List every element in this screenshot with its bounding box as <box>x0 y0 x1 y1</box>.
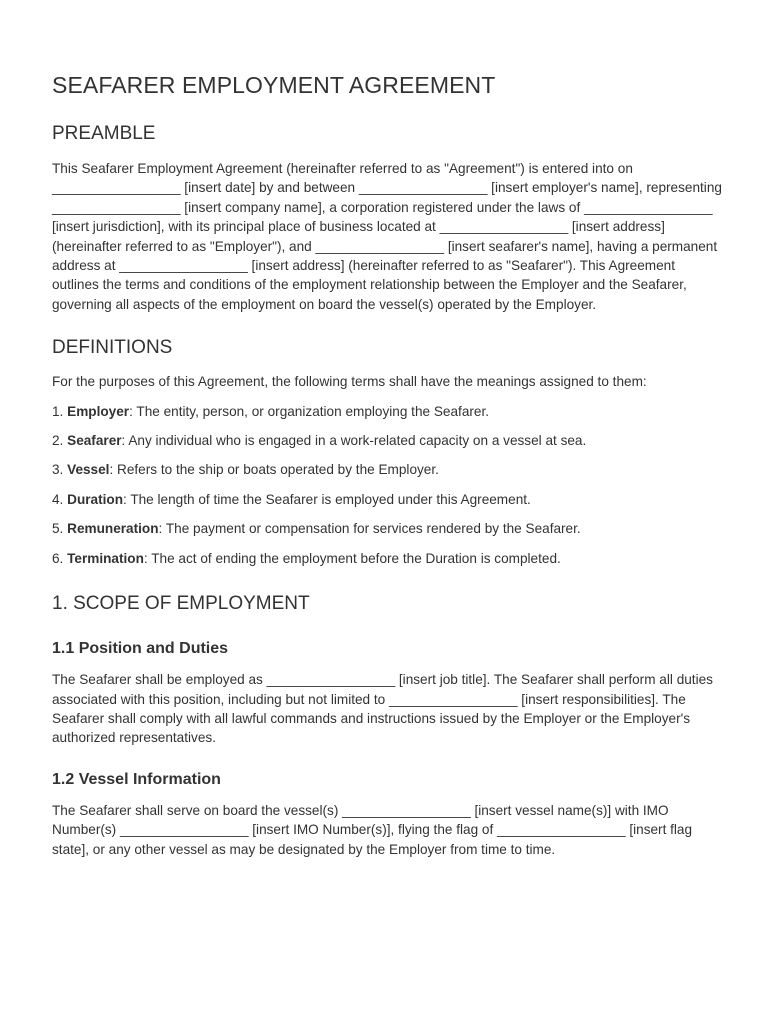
definition-text: : Refers to the ship or boats operated by the Employer. <box>109 462 439 478</box>
position-heading: 1.1 Position and Duties <box>52 640 229 658</box>
preamble-text: This Seafarer Employment Agreement (hereinafter referred to as "Agreement") is entered into on _________________ [insert date] by and between _________________ [insert employer's name], representing _________________ [insert company name], a corporation registered under the laws of _________________ [insert jurisdiction], with its principal place of business located at _________________ [insert address] (hereinafter referred to as "Employer"), and _________________ [insert seafarer's name], having a permanent address at _________________ [insert address] (hereinafter referred to as "Seafarer"). This Agreement outlines the terms and conditions of the employment relationship between the Employer and the Seafarer, governing all aspects of the employment on board the vessel(s) operated by the Employer. <box>52 161 722 312</box>
definition-item-duration <box>52 490 724 509</box>
definition-text: : The payment or compensation for services rendered by the Seafarer. <box>158 521 581 537</box>
definition-number: 5. <box>52 521 68 537</box>
agreement-page <box>52 70 724 859</box>
vessel-text: The Seafarer shall serve on board the vessel(s) _________________ [insert vessel name(s)] with IMO Number(s) _________________ [insert IMO Number(s)], flying the flag of _________________ [insert flag state], or any other vessel as may be designated by the Employer from time to time. <box>52 802 693 857</box>
position-text: The Seafarer shall be employed as _________________ [insert job title]. The Seafarer shall perform all duties associated with this position, including but not limited to _________________ [insert responsibilities]. The Seafarer shall comply with all lawful commands and instructions issued by the Employer or the Employer's authorized representatives. <box>52 672 713 746</box>
definition-item-termination <box>52 549 724 568</box>
definition-term: Termination <box>67 550 144 566</box>
document-title: SEAFARER EMPLOYMENT AGREEMENT <box>52 72 496 98</box>
definition-item-employer <box>52 402 724 421</box>
definition-number: 4. <box>52 491 68 507</box>
definitions-intro: For the purposes of this Agreement, the following terms shall have the meanings assigned to them: <box>52 374 647 390</box>
definition-number: 2. <box>52 433 68 449</box>
scope-heading: 1. SCOPE OF EMPLOYMENT <box>52 593 310 615</box>
definition-term: Duration <box>67 491 124 507</box>
definition-term: Vessel <box>67 462 110 478</box>
definition-number: 1. <box>52 403 68 419</box>
definition-term: Seafarer <box>67 433 122 449</box>
vessel-heading: 1.2 Vessel Information <box>52 770 221 788</box>
definition-item-vessel <box>52 460 724 479</box>
preamble-heading: PREAMBLE <box>52 123 156 144</box>
definition-term: Remuneration <box>67 521 159 537</box>
definitions-heading: DEFINITIONS <box>52 337 173 359</box>
definition-text: : The entity, person, or organization employing the Seafarer. <box>129 403 490 419</box>
definition-text: : The act of ending the employment before the Duration is completed. <box>143 550 561 566</box>
definition-text: : Any individual who is engaged in a work-related capacity on a vessel at sea. <box>121 433 587 449</box>
definition-item-remuneration <box>52 519 724 538</box>
definition-term: Employer <box>67 403 130 419</box>
definition-text: : The length of time the Seafarer is employed under this Agreement. <box>123 491 531 507</box>
definition-number: 6. <box>52 550 68 566</box>
definition-item-seafarer <box>52 431 724 450</box>
definitions-list <box>52 402 724 568</box>
definition-number: 3. <box>52 462 68 478</box>
